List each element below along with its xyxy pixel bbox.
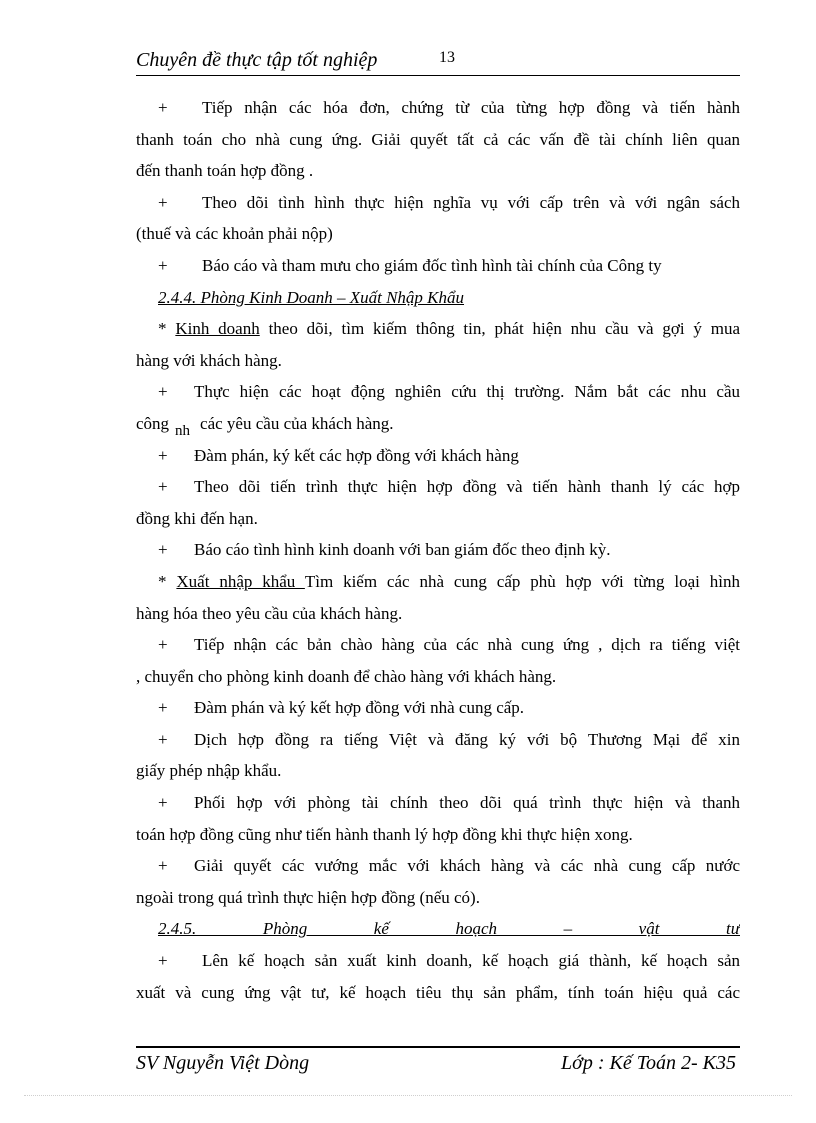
- xuat-nhap-khau-label: Xuất nhập khẩu: [176, 571, 305, 591]
- paragraph-line: ngoài trong quá trình thực hiện hợp đồng (nếu có).: [136, 887, 480, 907]
- paragraph-line: (thuế và các khoản phải nộp): [136, 224, 333, 244]
- paragraph-line: + Dịch hợp đồng ra tiếng Việt và đăng ký với bộ Thương Mại để xin: [136, 724, 740, 756]
- bullet-plus: +: [158, 793, 168, 813]
- page-edge-divider: [24, 1095, 792, 1096]
- paragraph-line: + Tiếp nhận các hóa đơn, chứng từ của từng hợp đồng và tiến hành: [136, 92, 740, 124]
- bullet-plus: +: [158, 98, 168, 117]
- class-name: Lớp : Kế Toán 2- K35: [561, 1052, 736, 1074]
- section-heading-2-4-4: 2.4.4. Phòng Kinh Doanh – Xuất Nhập Khẩu: [158, 287, 465, 307]
- bullet-plus: +: [158, 477, 168, 497]
- paragraph-line: giấy phép nhập khẩu.: [136, 761, 282, 781]
- paragraph-line: + Báo cáo tình hình kinh doanh với ban giám đốc theo định kỳ.: [136, 534, 740, 566]
- bullet-plus: +: [158, 856, 168, 876]
- section-heading-2-4-5: 2.4.5. Phòng kế hoạch – vật tư: [158, 919, 740, 939]
- paragraph-line: + Đàm phán và ký kết hợp đồng với nhà cung cấp.: [136, 692, 740, 724]
- page-number: 13: [439, 49, 455, 66]
- paragraph-line: + Tiếp nhận các bản chào hàng của các nhà cung ứng , dịch ra tiếng việt: [136, 629, 740, 661]
- bullet-plus: +: [158, 382, 168, 402]
- paragraph-line: toán hợp đồng cũng như tiến hành thanh lý hợp đồng khi thực hiện xong.: [136, 824, 633, 844]
- paragraph-line: hàng hóa theo yêu cầu của khách hàng.: [136, 603, 403, 623]
- paragraph-line: , chuyển cho phòng kinh doanh để chào hàng với khách hàng.: [136, 666, 557, 686]
- bullet-plus: +: [158, 951, 168, 971]
- paragraph-line: xuất và cung ứng vật tư, kế hoạch tiêu thụ sản phẩm, tính toán hiệu quả các: [136, 982, 740, 1002]
- student-name: SV Nguyễn Việt Dòng: [136, 1052, 310, 1074]
- bullet-plus: +: [158, 540, 168, 560]
- paragraph-line: + Đàm phán, ký kết các hợp đồng với khách hàng: [136, 440, 740, 472]
- bullet-plus: +: [158, 729, 168, 749]
- paragraph-line: + Thực hiện các hoạt động nghiên cứu thị trường. Nắm bắt các nhu cầu: [136, 376, 740, 408]
- page-footer: [136, 1046, 740, 1088]
- paragraph-line: + Lên kế hoạch sản xuất kinh doanh, kế hoạch giá thành, kế hoạch sản: [136, 945, 740, 977]
- paragraph-line: công nh các yêu cầu của khách hàng.: [136, 413, 394, 439]
- paragraph-line: + Theo dõi tình hình thực hiện nghĩa vụ với cấp trên và với ngân sách: [136, 187, 740, 219]
- paragraph-line: + Phối hợp với phòng tài chính theo dõi quá trình thực hiện và thanh: [136, 787, 740, 819]
- paragraph-line: + Giải quyết các vướng mắc với khách hàng và các nhà cung cấp nước: [136, 850, 740, 882]
- bullet-plus: +: [158, 635, 168, 655]
- paragraph-line: + Theo dõi tiến trình thực hiện hợp đồng và tiến hành thanh lý các hợp: [136, 471, 740, 503]
- paragraph-line: đến thanh toán hợp đồng .: [136, 161, 314, 181]
- page-header: [136, 47, 740, 76]
- paragraph-line: * Kinh doanh theo dõi, tìm kiếm thông tin, phát hiện nhu cầu và gợi ý mua: [158, 319, 740, 339]
- paragraph-line: đồng khi đến hạn.: [136, 508, 258, 528]
- bullet-plus: +: [158, 698, 168, 718]
- document-title: Chuyên đề thực tập tốt nghiệp: [136, 49, 378, 71]
- document-body: [136, 92, 740, 1008]
- kinh-doanh-label: Kinh doanh: [175, 319, 260, 339]
- bullet-plus: +: [158, 192, 168, 212]
- bullet-plus: +: [158, 255, 168, 275]
- paragraph-line: * Xuất nhập khẩu Tìm kiếm các nhà cung cấp phù hợp với từng loại hình: [158, 571, 740, 591]
- bullet-plus: +: [158, 445, 168, 465]
- paragraph-line: hàng với khách hàng.: [136, 350, 282, 370]
- paragraph-line: + Báo cáo và tham mưu cho giám đốc tình hình tài chính của Công ty: [136, 250, 740, 282]
- paragraph-line: thanh toán cho nhà cung ứng. Giải quyết tất cả các vấn đề tài chính liên quan: [136, 129, 740, 149]
